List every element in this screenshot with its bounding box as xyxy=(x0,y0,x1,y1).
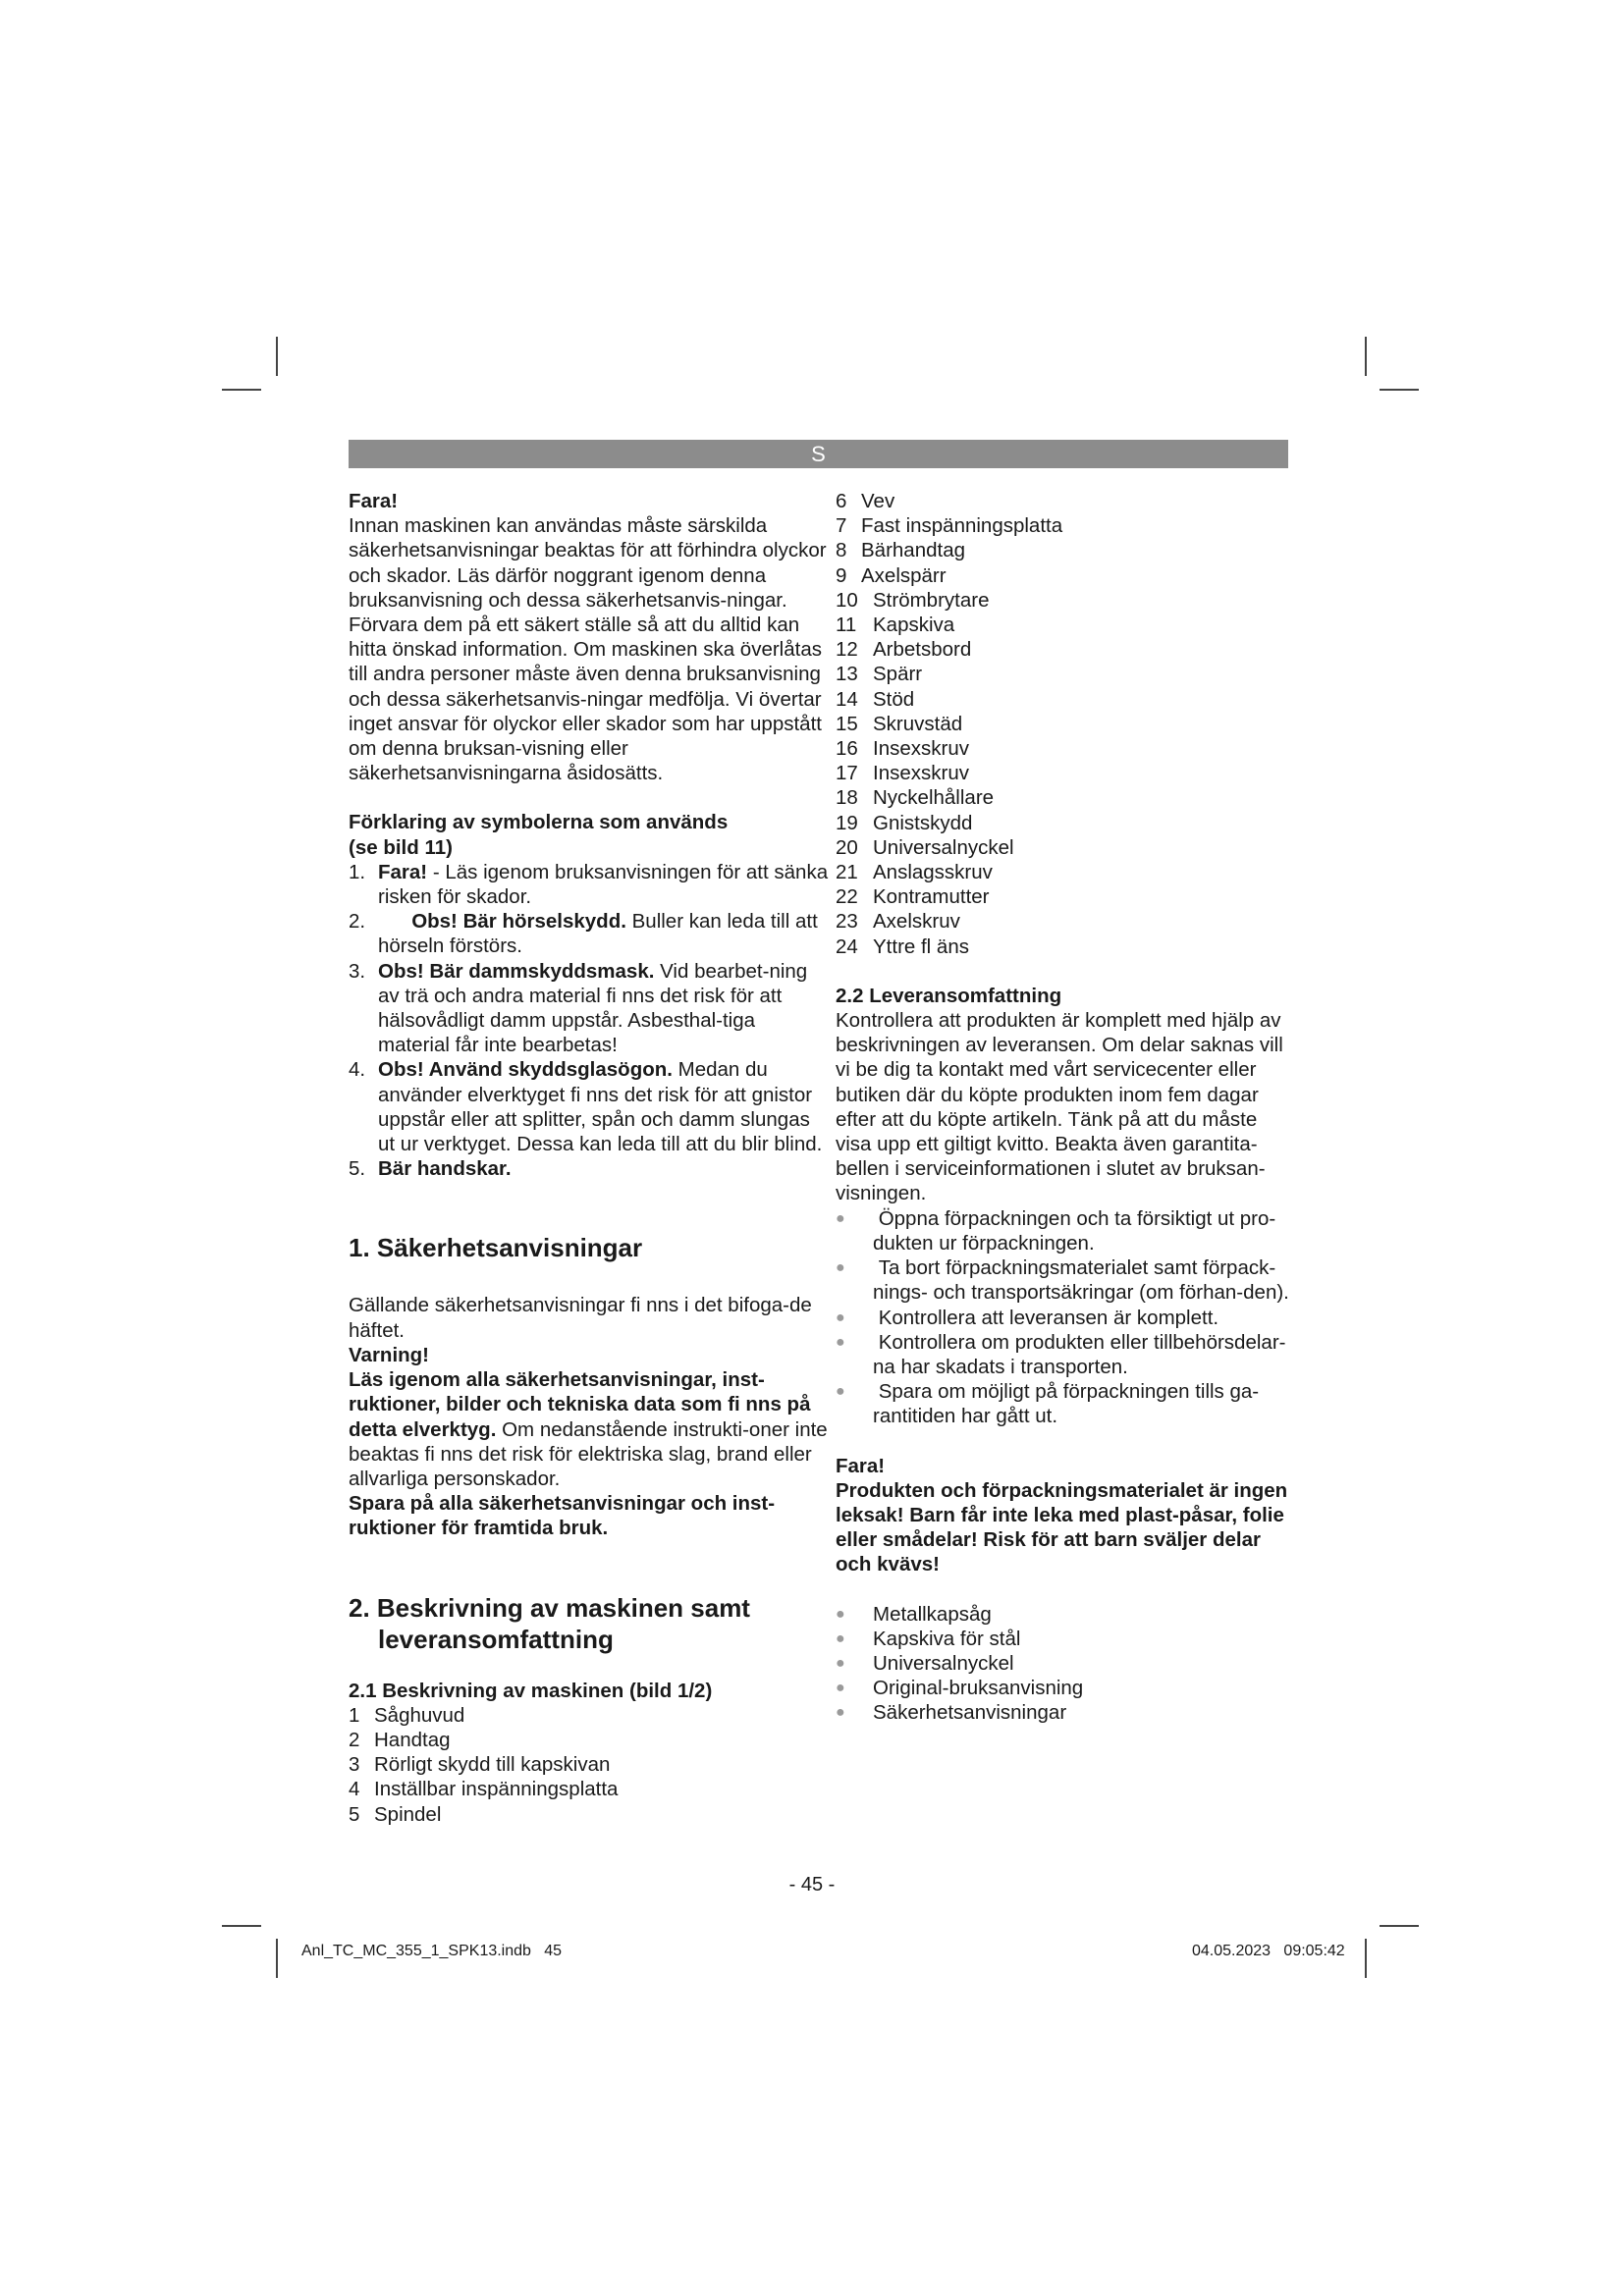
crop-mark-top-left-h xyxy=(222,389,261,391)
list-item: ● Metallkapsåg xyxy=(836,1602,992,1626)
list-item: 2 Handtag xyxy=(349,1728,451,1751)
crop-mark-bottom-right-h xyxy=(1380,1925,1419,1927)
symbol-item: 1. Fara! - Läs igenom bruksanvisningen för att sänka risken för skador. xyxy=(349,860,829,909)
list-item: 8 Bärhandtag xyxy=(836,539,966,562)
symbol-item: 3. Obs! Bär dammskyddsmask. Vid bearbet-ning av trä och andra material fi nns det risk för att hälsovådligt damm uppstår. Asbesthal-tiga material får inte bearbetas! xyxy=(349,959,808,1057)
symbols-list xyxy=(349,860,830,1182)
section1-text: Gällande säkerhetsanvisningar fi nns i det bifoga-de häftet. xyxy=(349,1294,812,1342)
list-item: 12 Arbetsbord xyxy=(836,638,972,662)
bullet-icon: ● xyxy=(836,1259,845,1277)
delivery-list xyxy=(836,1602,1292,1726)
list-item: ● Säkerhetsanvisningar xyxy=(836,1701,1067,1725)
list-item: 16 Insexskruv xyxy=(836,737,969,761)
list-item: ● Kapskiva för stål xyxy=(836,1627,1021,1650)
section1-title: 1. Säkerhetsanvisningar xyxy=(349,1233,643,1263)
warning-title: Varning! xyxy=(349,1343,430,1366)
list-item: 4 Inställbar inspänningsplatta xyxy=(349,1778,619,1801)
bullet-icon: ● xyxy=(836,1704,845,1722)
list-item: 11 Kapskiva xyxy=(836,614,955,637)
symbols-title: Förklaring av symbolerna som används (se bild 11) xyxy=(349,811,729,859)
list-item: ● Spara om möjligt på förpackningen tills ga-rantitiden har gått ut. xyxy=(836,1380,1260,1428)
crop-mark-bottom-right-v xyxy=(1365,1939,1367,1978)
components-list-right xyxy=(836,489,1292,959)
bullet-icon: ● xyxy=(836,1680,845,1697)
sub22-text: Kontrollera att produkten är komplett med hjälp av beskrivningen av leveransen. Om delar saknas vill vi be dig ta kontakt med vårt servicecenter eller butiken där du köpte produkten inom fem dagar efter att du köpte artikeln. Tänk på att du måste visa upp ett giltigt kvitto. Beakta även garantita-bellen i serviceinformationen i slutet av bruksan-visningen. xyxy=(836,1009,1283,1205)
components-list-left xyxy=(349,1703,830,1827)
list-item: 22 Kontramutter xyxy=(836,885,990,909)
list-item: 21 Anslagsskruv xyxy=(836,861,993,884)
footer-timestamp: 04.05.2023 09:05:42 xyxy=(1192,1943,1345,1959)
bullet-icon: ● xyxy=(836,1333,845,1351)
bullet-icon: ● xyxy=(836,1308,845,1326)
left-column xyxy=(349,489,830,1827)
symbol-item: 4. Obs! Använd skyddsglasögon. Medan du använder elverktyget fi nns det risk för att gnistor uppstår eller att splitter, spån och damm slungas ut ur verktyget. Dessa kan leda till att du blir blind. xyxy=(349,1058,823,1156)
crop-mark-top-left-v xyxy=(276,337,278,376)
symbol-item: 2. Obs! Bär hörselskydd. Buller kan leda till att hörseln förstörs. xyxy=(349,910,824,958)
list-item: 23 Axelskruv xyxy=(836,910,960,934)
crop-mark-bottom-left-h xyxy=(222,1925,261,1927)
bullet-icon: ● xyxy=(836,1654,845,1672)
crop-mark-top-right-h xyxy=(1380,389,1419,391)
language-code: S xyxy=(811,442,826,466)
list-item: 7 Fast inspänningsplatta xyxy=(836,514,1063,538)
danger-text: Innan maskinen kan användas måste särskilda säkerhetsanvisningar beaktas för att förhindra olyckor och skador. Läs därför noggrant igenom denna bruksanvisning och dessa säkerhetsanvis-ningar. Förvara dem på ett säkert ställe så att du alltid kan hitta önskad information. Om maskinen ska överlåtas till andra personer måste även denna bruksanvisning och dessa säkerhetsanvis-ningar medfölja. Vi övertar inget ansvar för olyckor eller skador som har uppstått om denna bruksan-visning eller säkerhetsanvisningarna åsidosätts. xyxy=(349,514,827,785)
symbol-item: 5. Bär handskar. xyxy=(349,1157,512,1181)
list-item: 5 Spindel xyxy=(349,1802,442,1826)
crop-mark-bottom-left-v xyxy=(276,1939,278,1978)
bullet-icon: ● xyxy=(836,1605,845,1623)
bullet-icon: ● xyxy=(836,1209,845,1227)
list-item: 15 Skruvstäd xyxy=(836,712,963,735)
section2-title: 2. Beskrivning av maskinen samt leveransomfattning xyxy=(349,1592,750,1654)
bullet-icon: ● xyxy=(836,1383,845,1401)
right-column xyxy=(836,489,1292,1726)
danger2-text: Produkten och förpackningsmaterialet är ingen leksak! Barn får inte leka med plast-påsar, folie eller smådelar! Risk för att barn sväljer delar och kvävs! xyxy=(836,1478,1288,1576)
bullet-icon: ● xyxy=(836,1629,845,1647)
list-item: 9 Axelspärr xyxy=(836,563,947,587)
list-item: 1 Såghuvud xyxy=(349,1703,465,1727)
footer-filename: Anl_TC_MC_355_1_SPK13.indb 45 xyxy=(301,1943,563,1959)
list-item: 13 Spärr xyxy=(836,663,923,686)
list-item: ● Universalnyckel xyxy=(836,1651,1014,1675)
danger-title: Fara! xyxy=(349,490,399,512)
list-item: ● Öppna förpackningen och ta försiktigt ut pro-dukten ur förpackningen. xyxy=(836,1206,1276,1255)
list-item: 18 Nyckelhållare xyxy=(836,786,995,810)
page-number: - 45 - xyxy=(788,1874,836,1896)
crop-mark-top-right-v xyxy=(1365,337,1367,376)
sub22-title: 2.2 Leveransomfattning xyxy=(836,984,1062,1007)
keep-instructions: Spara på alla säkerhetsanvisningar och inst-ruktioner för framtida bruk. xyxy=(349,1492,776,1540)
list-item: 17 Insexskruv xyxy=(836,762,969,785)
unpacking-steps xyxy=(836,1206,1292,1429)
list-item: 20 Universalnyckel xyxy=(836,835,1014,859)
list-item: 19 Gnistskydd xyxy=(836,811,973,834)
list-item: 10 Strömbrytare xyxy=(836,588,990,612)
list-item: 3 Rörligt skydd till kapskivan xyxy=(349,1753,611,1777)
list-item: ● Kontrollera om produkten eller tillbehörsdelar-na har skadats i transporten. xyxy=(836,1330,1286,1378)
danger2-title: Fara! xyxy=(836,1454,886,1477)
list-item: 14 Stöd xyxy=(836,687,915,711)
list-item: ● Kontrollera att leveransen är komplett. xyxy=(836,1306,1219,1329)
warning-text: Läs igenom alla säkerhetsanvisningar, inst-ruktioner, bilder och tekniska data som fi nns på detta elverktyg. Om nedanstående instrukti-oner inte beaktas fi nns det risk för elektriska slag, brand eller allvarliga personskador. xyxy=(349,1368,828,1490)
sub21-title: 2.1 Beskrivning av maskinen (bild 1/2) xyxy=(349,1679,713,1702)
list-item: ● Ta bort förpackningsmaterialet samt förpack-nings- och transportsäkringar (om förhan-den). xyxy=(836,1256,1289,1305)
list-item: ● Original-bruksanvisning xyxy=(836,1677,1084,1700)
language-header-bar xyxy=(349,440,1288,468)
list-item: 24 Yttre fl äns xyxy=(836,934,969,958)
list-item: 6 Vev xyxy=(836,490,895,512)
